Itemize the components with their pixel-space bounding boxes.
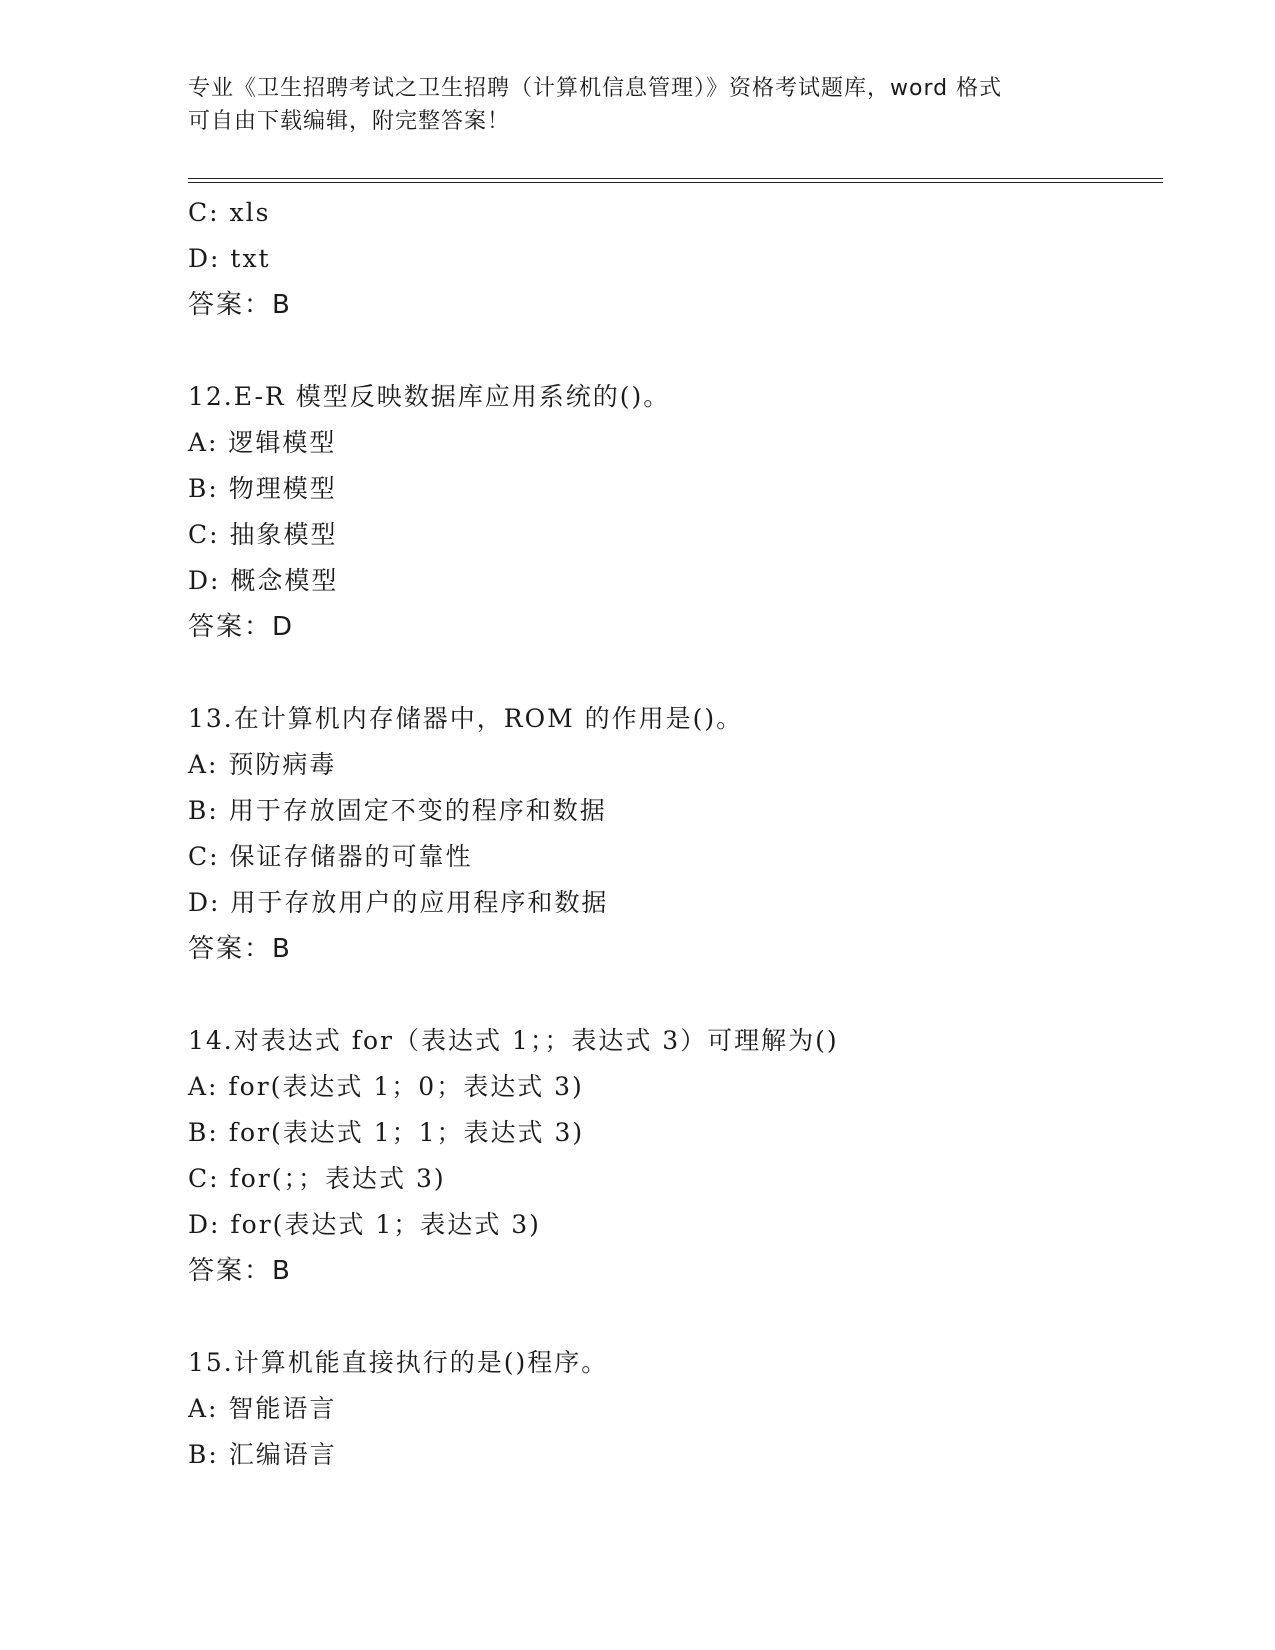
option-d: D: 用于存放用户的应用程序和数据 bbox=[188, 888, 609, 917]
header-line-1: 专业《卫生招聘考试之卫生招聘（计算机信息管理）》资格考试题库，word 格式 bbox=[188, 76, 1003, 101]
question-13 bbox=[188, 696, 1163, 972]
option-b: B: 用于存放固定不变的程序和数据 bbox=[188, 796, 607, 825]
option-a: A: 智能语言 bbox=[188, 1394, 337, 1423]
option-b: B: 汇编语言 bbox=[188, 1440, 337, 1469]
header-divider bbox=[188, 178, 1163, 183]
option-c: C: for(；；表达式 3) bbox=[188, 1164, 446, 1193]
question-stem: 12.E-R 模型反映数据库应用系统的()。 bbox=[188, 382, 671, 411]
question-12 bbox=[188, 374, 1163, 650]
question-list bbox=[188, 190, 1163, 1478]
option-c: C: 保证存储器的可靠性 bbox=[188, 842, 473, 871]
option-a: A: for(表达式 1；0；表达式 3) bbox=[188, 1072, 584, 1101]
document-header bbox=[188, 72, 1088, 138]
option-d: D: 概念模型 bbox=[188, 566, 339, 595]
answer-line: 答案：B bbox=[188, 290, 292, 320]
partial-question bbox=[188, 190, 1163, 328]
answer-line: 答案：B bbox=[188, 934, 292, 964]
question-gap bbox=[188, 650, 1163, 696]
question-gap bbox=[188, 328, 1163, 374]
answer-line: 答案：D bbox=[188, 612, 295, 642]
question-15 bbox=[188, 1340, 1163, 1478]
option-d: D: for(表达式 1；表达式 3) bbox=[188, 1210, 541, 1239]
question-gap bbox=[188, 972, 1163, 1018]
option-b: B: for(表达式 1；1；表达式 3) bbox=[188, 1118, 585, 1147]
option-a: A: 预防病毒 bbox=[188, 750, 337, 779]
question-gap bbox=[188, 1294, 1163, 1340]
question-stem: 15.计算机能直接执行的是()程序。 bbox=[188, 1348, 609, 1377]
header-line-2: 可自由下载编辑，附完整答案！ bbox=[188, 109, 511, 134]
option-c: C: 抽象模型 bbox=[188, 520, 338, 549]
option-a: A: 逻辑模型 bbox=[188, 428, 337, 457]
answer-line: 答案：B bbox=[188, 1256, 292, 1286]
question-14 bbox=[188, 1018, 1163, 1294]
question-stem: 13.在计算机内存储器中，ROM 的作用是()。 bbox=[188, 704, 744, 733]
option-c: C: xls bbox=[188, 198, 271, 227]
option-b: B: 物理模型 bbox=[188, 474, 337, 503]
question-stem: 14.对表达式 for（表达式 1；；表达式 3）可理解为() bbox=[188, 1026, 839, 1055]
option-d: D: txt bbox=[188, 244, 271, 273]
